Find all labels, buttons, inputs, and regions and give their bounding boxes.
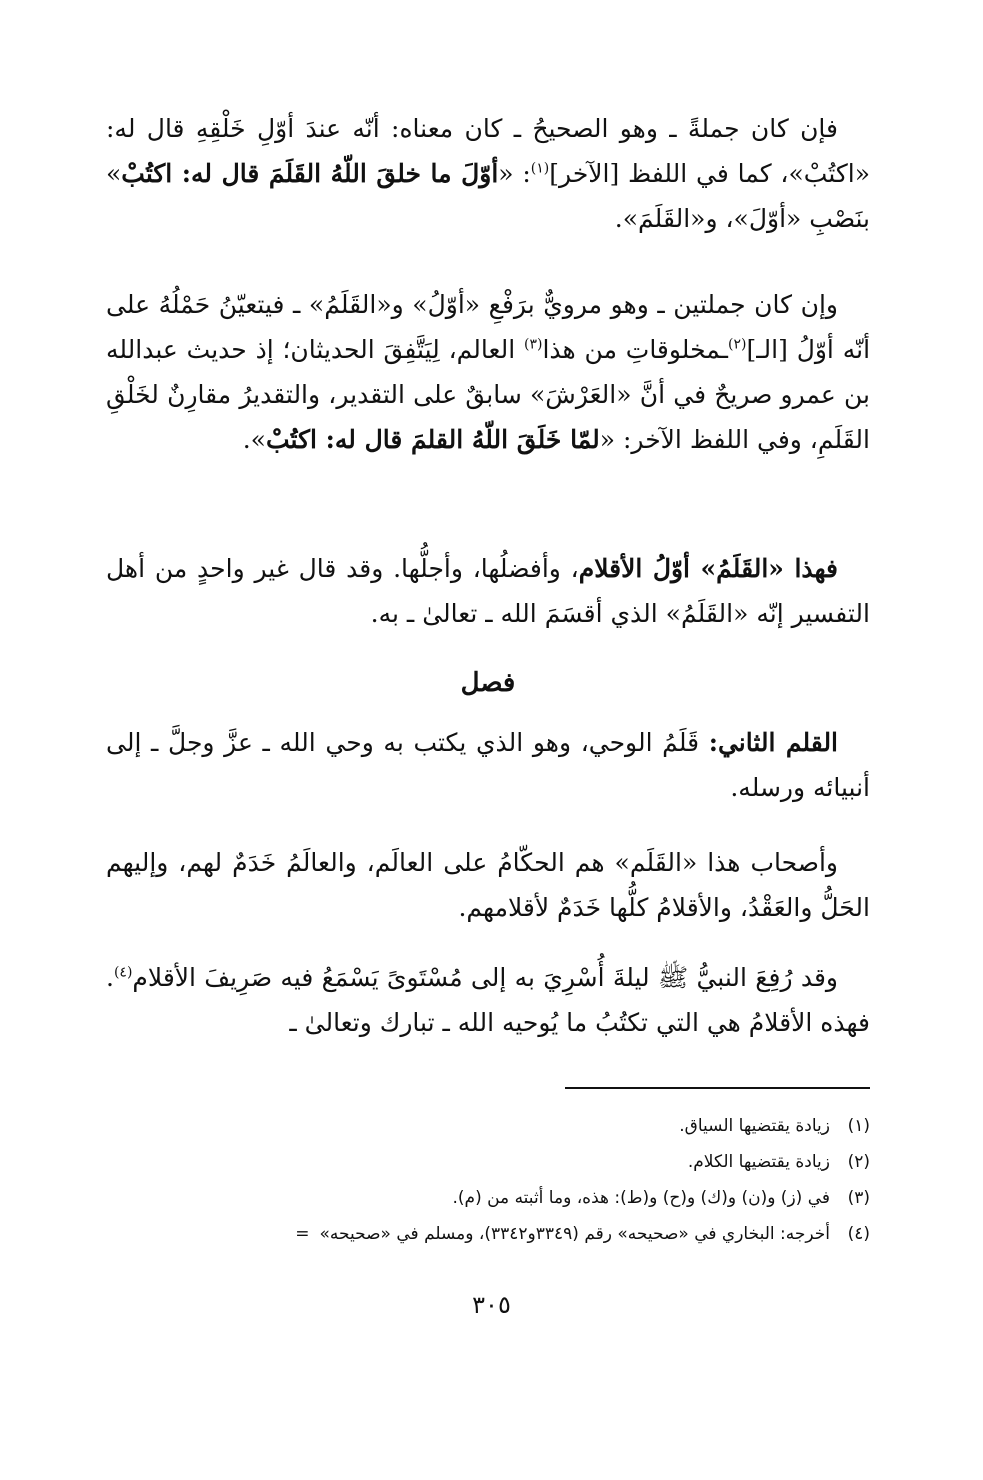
footnote-2 <box>106 1144 870 1180</box>
footnote-text: زيادة يقتضيها الكلام. <box>687 1152 830 1172</box>
p4-bold-lead: القلم الثاني: <box>708 728 839 757</box>
p1-text-c: » بنَصْبِ «أوّلَ»، و«القَلَمَ». <box>106 159 870 233</box>
paragraph-6 <box>106 955 870 1045</box>
footnote-ref-2: (٢) <box>728 336 747 353</box>
p2-text-c: العالم، لِيَتَّفِقَ الحديثان؛ إذ حديث عبدالله بن عمرو صريحٌ في أنَّ «العَرْشَ» سابقٌ على التقدير، والتقديرُ مقارِنٌ لخَلْقِ القَلَمِ، وفي اللفظ الآخر: « <box>106 335 870 454</box>
section-heading: فصل <box>460 668 516 698</box>
footnote-number: (١) <box>847 1116 870 1136</box>
p1-bold-quote: أوّلَ ما خلقَ اللّهُ القَلَمَ قال له: اكتُبْ <box>121 159 499 188</box>
p2-text-a: وإن كان جملتين ـ وهو مرويٌّ برَفْعِ «أوّلُ» و«القَلَمُ» ـ فيتعيّنُ حَمْلُهُ على أنّه أوّلُ [الـ] <box>106 290 871 364</box>
p2-bold-quote: لمّا خَلَقَ اللّهُ القلمَ قال له: اكتُبْ <box>265 425 600 454</box>
p5-text-a: وأصحاب هذا «القَلَم» هم الحكّامُ على العالَم، والعالَمُ خَدَمٌ لهم، وإليهم الحَلُّ والعَقْدُ، والأقلامُ كلُّها خَدَمٌ لأقلامهم. <box>106 848 870 922</box>
paragraph-3 <box>106 546 870 636</box>
paragraph-4 <box>106 720 870 810</box>
paragraph-2 <box>106 282 870 462</box>
p3-text-a: ، وأفضلُها، وأجلُّها. وقد قال غير واحدٍ من أهل التفسير إنّه «القَلَمُ» الذي أقسَمَ الله ـ تعالىٰ ـ به. <box>106 554 870 628</box>
p1-text-b: : « <box>498 159 531 188</box>
footnote-text: أخرجه: البخاري في «صحيحه» رقم (٣٣٤٩و٣٣٤٢)، ومسلم في «صحيحه» <box>319 1224 830 1244</box>
footnote-continuation-mark: = <box>295 1224 310 1244</box>
paragraph-1 <box>106 106 870 241</box>
footnote-ref-3: (٣) <box>523 336 543 353</box>
p6-text-b: . فهذه الأقلامُ هي التي تكتُبُ ما يُوحيه الله ـ تبارك وتعالىٰ ـ <box>106 963 870 1037</box>
footnote-text: زيادة يقتضيها السياق. <box>679 1116 830 1136</box>
p2-text-b: ـمخلوقاتِ من هذا <box>542 335 728 364</box>
p6-text-a: وقد رُفِعَ النبيُّ ﷺ ليلةَ أُسْرِيَ به إلى مُسْتَوىً يَسْمَعُ فيه صَرِيفَ الأقلام <box>132 963 838 992</box>
footnote-1 <box>106 1108 870 1144</box>
footnote-number: (٣) <box>847 1188 870 1208</box>
footnote-3 <box>106 1180 870 1216</box>
footnote-text: في (ز) و(ن) و(ك) و(ح) و(ط): هذه، وما أثبته من (م). <box>452 1188 830 1208</box>
p4-text-a: قَلَمُ الوحي، وهو الذي يكتب به وحي الله ـ عزَّ وجلَّ ـ إلى أنبيائه ورسله. <box>106 728 870 802</box>
footnote-4 <box>106 1216 870 1252</box>
p1-text-a: فإن كان جملةً ـ وهو الصحيحُ ـ كان معناه: أنّه عندَ أوّلِ خَلْقِهِ قال له: «اكتُبْ»، كما في اللفظ [الآخر] <box>106 114 871 188</box>
footnotes <box>106 1108 870 1252</box>
footnote-divider <box>565 1087 870 1089</box>
footnote-ref-1: (١) <box>530 160 550 177</box>
footnote-number: (٤) <box>847 1224 870 1244</box>
p3-bold-lead: فهذا «القَلَمُ» أوّلُ الأقلام <box>578 554 839 583</box>
paragraph-5 <box>106 840 870 930</box>
p2-text-d: ». <box>242 425 266 454</box>
footnote-ref-4: (٤) <box>113 964 133 981</box>
page-number: ٣٠٥ <box>472 1291 511 1319</box>
footnote-number: (٢) <box>847 1152 870 1172</box>
